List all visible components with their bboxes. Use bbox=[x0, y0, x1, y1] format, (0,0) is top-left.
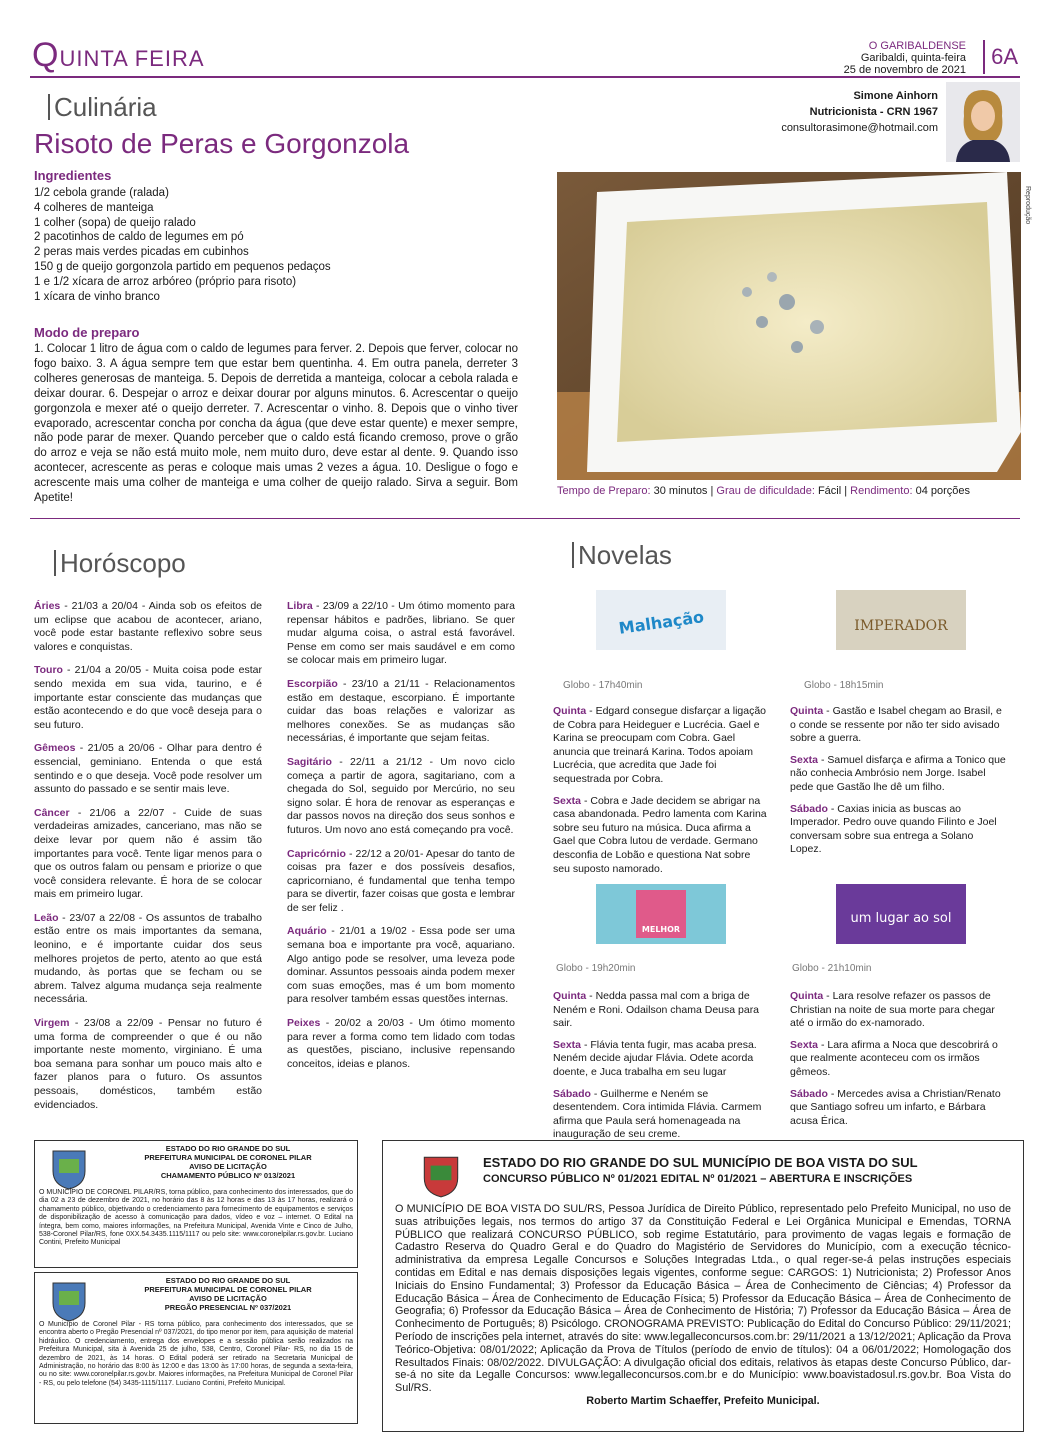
avatar bbox=[946, 82, 1020, 162]
paper-name: O GARIBALDENSE bbox=[868, 40, 966, 52]
method-text: 1. Colocar 1 litro de água com o caldo de legumes para ferver. 2. Depois que ferver, colocar no fogo baixo. 3. A água sempre tem que estar bem quentinha. 4. Em outra panela, derreter 3 colheres generosas de manteiga. 5. Depois de derretida a manteiga, colocar a cebola ralada e deixar dourar. 6. Despejar o arroz e deixar dourar por alguns minutos. 6. Acrescentar o queijo gorgonzola e mexer até o queijo derreter. 7. Acrescentar o vinho. 8. Depois que o vinho tiver evaporado, acrescentar concha por concha da água (que deve estar quente) e mexer sempre, não pode parar de mexer. Quando perceber que o caldo está ficando cremoso, prove o grão do arroz e veja se não está muito mole, nem muito duro, deve estar al dente. 9. Quando isso acontecer, acrescente as peras e coloque mais umas 2 vezes a água. 10. Desligue o fogo e acrescente mais uma colher de manteiga e uma colher de queijo ralado. Sirva a seguir. Bom Apetite! bbox=[34, 343, 518, 505]
sign-aries: Áries - 21/03 a 20/04 - Ainda sob os efeitos de um eclipse que acabou de acontecer, ariano, você pode estar bastante reflexivo sobre seus valores e conquistas. bbox=[34, 600, 262, 653]
ingredients-list bbox=[34, 186, 334, 304]
novela-logo-4 bbox=[836, 884, 966, 944]
paper-info bbox=[844, 40, 966, 76]
novela-slot-1: Globo - 17h40min bbox=[563, 680, 643, 691]
difficulty-value: Fácil bbox=[817, 485, 842, 497]
horoscope-column-1 bbox=[34, 600, 262, 1122]
sign-escorpiao: Escorpião - 23/10 a 21/11 - Relacionamentos estão em destaque, escorpiano. É importante cuidar das boas relações e valorizar as melhores conexões. Se as mudanças são necessárias, é importante que sejam feitas. bbox=[287, 677, 515, 745]
horoscope-heading: Horóscopo bbox=[54, 548, 186, 579]
list-item: 4 colheres de manteiga bbox=[34, 201, 154, 214]
yield-label: Rendimento: bbox=[850, 485, 913, 497]
novelas-heading: Novelas bbox=[572, 540, 672, 571]
sign-peixes: Peixes - 20/02 a 20/03 - Um ótimo momento para rever a forma como tem lidado com todas as questões, pisciano, inclusive repensando conceitos, ideias e planos. bbox=[287, 1017, 515, 1070]
novela-logo-2 bbox=[836, 590, 966, 650]
novela-3-synopsis: Quinta - Nedda passa mal com a briga de Neném e Roni. Odailson chama Deusa para sair. Sexta - Flávia tenta fugir, mas acaba presa. Neném decide ajudar Flávia. Odete acorda doente, e Juca trabalha em seu lugar Sábado - Guilherme e Neném se desentendem. Cora intimida Flávia. Carmem afirma que Paula será homenageada na inauguração de seu creme. bbox=[553, 990, 762, 1141]
sign-leao: Leão - 23/07 a 22/08 - Os assuntos de trabalho estão entre os mais importantes da semana, leonino, e é importante cuidar dos seus melhores projetos de perto, atento ao que está mudando, às portas que se fecham ou se abrem. Talvez alguma mudança seja realmente necessária. bbox=[34, 911, 262, 1006]
novela-1-synopsis: Quinta - Edgard consegue disfarçar a ligação de Cobra para Heideguer e Lucrécia. Gael e Karina se preocupam com Cobra. Gael anuncia que treinará Karina. Todos apoiam Lucrécia, que acredita que Jade foi sequestrada por Cobra. Sexta - Cobra e Jade decidem se abrigar na casa abandonada. Pedro lamenta com Karina sobre seu futuro na música. Duca afirma a Gael que Cobra lutou de verdade. Germano desconfia de Lobão e questiona Nat sobre seu suposto namorado. bbox=[553, 705, 767, 875]
author-name: Simone Ainhorn bbox=[853, 90, 938, 102]
section-title: QUINTA FEIRA bbox=[32, 36, 205, 74]
crest-icon bbox=[49, 1277, 89, 1323]
sign-touro: Touro - 21/04 a 20/05 - Muita coisa pode estar sendo mexida em sua vida, taurino, e é importante estar consciente das mudanças que estão acontecendo e do que você deseja para o seu futuro. bbox=[34, 664, 262, 731]
paper-date: 25 de novembro de 2021 bbox=[843, 64, 966, 76]
sign-gemeos: Gêmeos - 21/05 a 20/06 - Olhar para dentro é essencial, geminiano. Entenda o que está sentindo e o que deseja. Você pode resolver um assunto do passado e se sentir mais leve. bbox=[34, 742, 262, 796]
list-item: 1 e 1/2 xícara de arroz arbóreo (próprio para risoto) bbox=[34, 275, 297, 288]
novela-4-synopsis: Quinta - Lara resolve refazer os passos de Christian na noite de sua morte para chegar até o irmão do ex-namorado. Sexta - Lara afirma a Noca que descobrirá o que realmente aconteceu com os irmãos gêmeos. Sábado - Mercedes avisa a Christian/Renato que Santiago sofreu um infarto, e Bárbara acusa Érica. bbox=[790, 990, 1001, 1127]
svg-text:IMPERADOR: IMPERADOR bbox=[854, 618, 948, 634]
list-item: 1 colher (sopa) de queijo ralado bbox=[34, 216, 196, 229]
crest-icon bbox=[419, 1151, 463, 1199]
concurso-body: O MUNICÍPIO DE BOA VISTA DO SUL/RS, Pessoa Jurídica de Direito Público, representado pelo Prefeito Municipal, no uso de suas atribuições legais, nos termos do artigo 37 da Constituição Federal e Lei Orgânica Municipal e Emendas, TORNA PÚBLICO que realizará CONCURSO PÚBLICO, sob regime Estatutário, para provimento de vagas legais e formação de Cadastro Reserva do Quadro Geral e do Quadro do Magistério de Servidores do Município, com a execução técnico-administrativa da empresa Legalle Concursos e Soluções Integradas Ltda., o qual reger-se-á pelas instruções especiais contidas em Edital e nas demais disposições legais vigentes, conforme segue: CARGOS: 1) Nutricionista; 2) Professor Anos Iniciais do Ensino Fundamental; 3) Professor da Educação Básica – Área de Conhecimento de Ciências; 4) Professor da Educação Básica – Área de Conhecimento de Educação Física; 5) Professor da Educação Básica – Área de Conhecimento de Geografia; 6) Professor da Educação Básica – Área de Conhecimento de História; 7) Professor da Educação Básica – Área de Conhecimento de Português; 8) Psicólogo. CRONOGRAMA PREVISTO: Publicação do Edital do Concurso Público: 29/11/2021; Período de inscrições pela internet, através do site: www.legalleconcursos.com.br: 29/11/2021 a 13/12/2021; Aplicação da Prova Teórico-Objetiva: 08/01/2022; Aplicação da Prova de Títulos (período de envio de títulos): 04 a 06/01/2022; Homologação dos Resultados Finais: 08/02/2022. DIVULGAÇÃO: A divulgação oficial dos editais, relativos às etapas deste Concurso Público, dar-se-á no site da Legalle Concursos: www.legalleconcursos.com.br e do Município: www.boavistadosul.rs.gov.br. Boa Vista do Sul/RS. Roberto Martim Schaeffer, Prefeito Municipal. bbox=[395, 1203, 1011, 1407]
list-item: 1/2 cebola grande (ralada) bbox=[34, 187, 169, 199]
crest-icon bbox=[49, 1145, 89, 1191]
concurso-title: ESTADO DO RIO GRANDE DO SUL MUNICÍPIO DE BOA VISTA DO SUL bbox=[483, 1155, 918, 1170]
sign-aquario: Aquário - 21/01 a 19/02 - Essa pode ser uma semana boa e importante pra você, aquariano. Algo antigo pode se resolver, uma leveza pode dominar. Assuntos pessoais ainda podem mexer com suas emoções, mas é um bom momento para resolver também essas questões internas. bbox=[287, 925, 515, 1006]
novela-2-synopsis: Quinta - Gastão e Isabel chegam ao Brasil, e o conde se ressente por não ter sido avisado sobre a guerra. Sexta - Samuel disfarça e afirma a Tonico que não conhecia Ambrósio nem Jorge. Isabel pede que Gastão lhe dê um filho. Sábado - Caxias inicia as buscas ao Imperador. Pedro ouve quando Filinto e Joel conversam sobre sua entrega a Solano Lopez. bbox=[790, 705, 1006, 856]
time-label: Tempo de Preparo: bbox=[557, 485, 651, 497]
novela-slot-4: Globo - 21h10min bbox=[792, 963, 872, 974]
header-rule bbox=[30, 76, 1020, 78]
svg-text:MELHOR: MELHOR bbox=[641, 925, 681, 934]
difficulty-label: Grau de dificuldade: bbox=[716, 485, 815, 497]
novela-logo-3 bbox=[596, 884, 726, 944]
novela-logo-1 bbox=[596, 590, 726, 650]
list-item: 150 g de queijo gorgonzola partido em pequenos pedaços bbox=[34, 260, 331, 273]
novela-slot-2: Globo - 18h15min bbox=[804, 680, 884, 691]
paper-place: Garibaldi, quinta-feira bbox=[860, 52, 966, 64]
svg-text:um lugar ao sol: um lugar ao sol bbox=[850, 911, 952, 926]
sign-cancer: Câncer - 21/06 a 22/07 - Cuide de suas verdadeiras amizades, canceriano, mas não se deixe levar por quem não é assim tão importantes para você. Tente ligar menos para o que os outros falam ou pensam e priorize o que você considera relevante. É hora de se colocar mais em primeiro lugar. bbox=[34, 806, 262, 901]
recipe-info: Tempo de Preparo: 30 minutos | Grau de dificuldade: Fácil | Rendimento: 04 porções bbox=[557, 485, 971, 497]
page-number: 6A bbox=[983, 40, 1018, 74]
svg-text:Malhação: Malhação bbox=[617, 607, 706, 638]
horoscope-column-2 bbox=[287, 600, 515, 1081]
sign-libra: Libra - 23/09 a 22/10 - Um ótimo momento para repensar hábitos e padrões, libriano. Se quer mudar alguma coisa, o astral está favorável. Pense em como ser mais saudável e em como se colocar mais em primeiro lugar. bbox=[287, 600, 515, 667]
list-item: 1 xícara de vinho branco bbox=[34, 290, 160, 303]
divider bbox=[30, 518, 1020, 519]
author-role: Nutricionista - CRN 1967 bbox=[809, 106, 938, 118]
yield-value: 04 porções bbox=[915, 485, 971, 497]
list-item: 2 pacotinhos de caldo de legumes em pó bbox=[34, 231, 244, 244]
recipe-title: Risoto de Peras e Gorgonzola bbox=[34, 128, 410, 159]
author-info bbox=[781, 88, 938, 136]
sign-capricornio: Capricórnio - 22/12 a 20/01- Apesar do tanto de coisas pra fazer e dos possíveis desafios, capricorniano, é fundamental que tenha tempo para se divertir, fazer coisas que gosta e lembrar de ser feliz . bbox=[287, 847, 515, 914]
novela-slot-3: Globo - 19h20min bbox=[556, 963, 636, 974]
author-email: consultorasimone@hotmail.com bbox=[781, 122, 938, 134]
list-item: 2 peras mais verdes picadas em cubinhos bbox=[34, 246, 249, 259]
culinaria-heading: Culinária bbox=[48, 92, 157, 123]
sign-sagitario: Sagitário - 22/11 a 21/12 - Um novo ciclo começa a partir de agora, sagitariano, com a chegada do Sol, seguido por Mercúrio, no seu signo solar. É hora de renovar as esperanças e dar passos novos na direção dos seus sonhos e futuros. Um novo ano está começando pra você. bbox=[287, 755, 515, 836]
notice-concurso bbox=[382, 1140, 1024, 1432]
ingredients-heading: Ingredientes bbox=[34, 168, 112, 183]
sign-virgem: Virgem - 23/08 a 22/09 - Pensar no futuro é uma forma de compreender o que é ou não importante neste momento, virginiano. É uma boa semana para sonhar um pouco mais alto e fazer planos para o futuro. Os assuntos pessoais, domésticos, também estão evidenciados. bbox=[34, 1017, 262, 1111]
time-value: 30 minutos bbox=[653, 485, 708, 497]
photo-credit: Reprodução bbox=[1024, 186, 1031, 225]
notice-pregao: ESTADO DO RIO GRANDE DO SUL PREFEITURA MUNICIPAL DE CORONEL PILAR AVISO DE LICITAÇÃO PREGÃO PRESENCIAL Nº 037/2021 O Município de Coronel Pilar - RS torna público, para conhecimento dos interessados, que se encontra aberto o Pregão Presencial nº 037/2021, do tipo menor por item, para aquisição de material hidráulico. O credenciamento, entrega dos envelopes e a sessão pública serão realizados na Prefeitura Municipal, sita à Avenida 25 de julho, 538, Centro, Coronel Pilar- RS, no dia 15 de dezembro de 2021, às 14 horas. O Edital poderá ser retirado na Secretaria Municipal de Administração, no horário das 8:00 às 12:00 e das 13:00 às 17:00 horas, de segunda a sexta-feira, ou no site: www.coronelpilar.rs.gov.br. Maiores informações, na Prefeitura Municipal de Coronel Pilar - RS, ou pelo telefone (54) 3435-1115/1117. Luciano Contini, Prefeito Municipal. bbox=[34, 1272, 358, 1424]
notice-chamamento: ESTADO DO RIO GRANDE DO SUL PREFEITURA MUNICIPAL DE CORONEL PILAR AVISO DE LICITAÇÃO CHAMAMENTO PÚBLICO Nº 013/2021 O MUNICÍPIO DE CORONEL PILAR/RS, torna público, para conhecimento dos interessados, que do dia 02 a 23 de dezembro de 2021, no horário das 8 às 12 horas e das 13 às 17 horas, realizará o chamamento público, objetivando o credenciamento para fornecimento de equipamentos e serviços de disponibilização de acesso à comunicação para dados, vídeo e voz – internet. O Edital na íntegra, bem como, maiores informações, na Prefeitura Municipal, Avenida Vinte e Cinco de Julho, 538-Coronel Pilar/RS, fone 0XX.54.3435.1115/1117 ou pelo site: www.coronelpilar.rs.gov.br. Luciano Contini, Prefeito Municipal bbox=[34, 1140, 358, 1268]
concurso-subtitle: CONCURSO PÚBLICO Nº 01/2021 EDITAL Nº 01/2021 – ABERTURA E INSCRIÇÕES bbox=[483, 1173, 913, 1185]
method-heading: Modo de preparo bbox=[34, 325, 140, 340]
recipe-photo bbox=[557, 172, 1021, 480]
